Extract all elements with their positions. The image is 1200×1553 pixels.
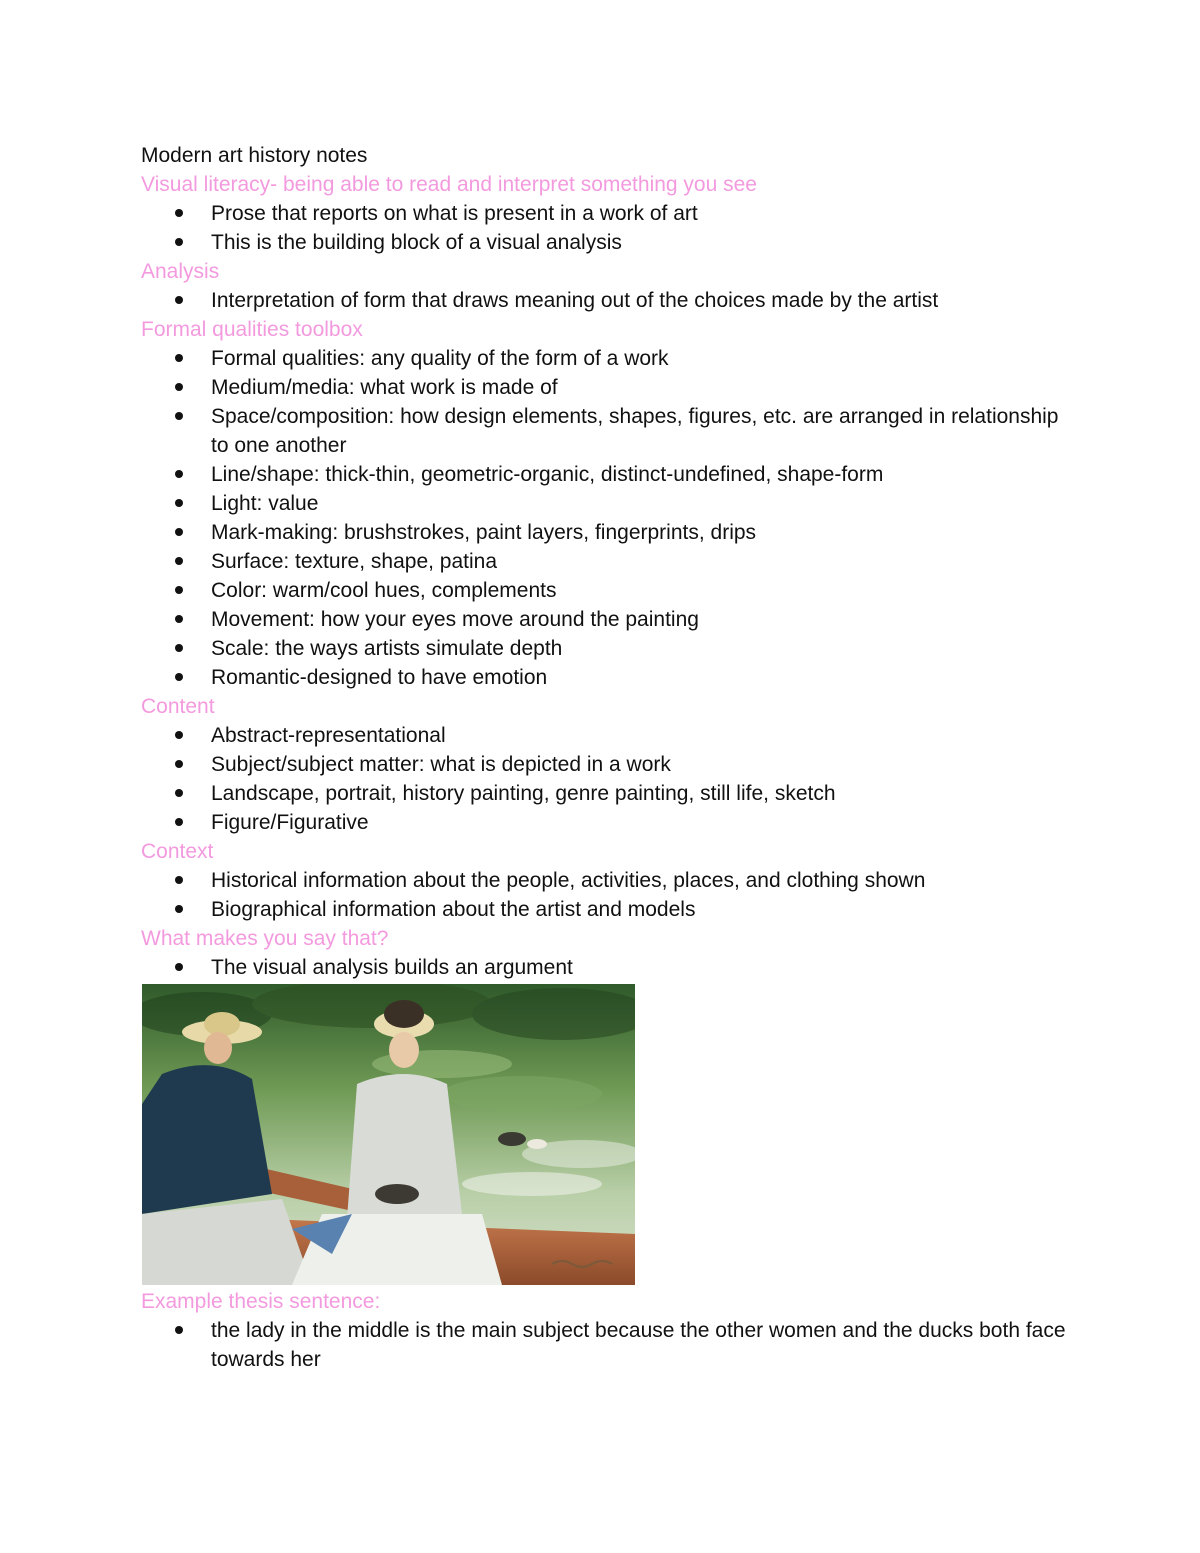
list-item: Formal qualities: any quality of the form of a work [141,344,1081,373]
bullet-icon [175,557,183,565]
bullet-icon [175,528,183,536]
bullet-icon [175,760,183,768]
section-heading-what-makes-you-say-that: What makes you say that? [141,927,389,950]
list-item: Space/composition: how design elements, shapes, figures, etc. are arranged in relationship to one another [141,402,1081,460]
bullet-icon [175,586,183,594]
section-heading-context: Context [141,840,214,863]
bullet-icon [175,470,183,478]
bullet-icon [175,412,183,420]
bullet-icon [175,673,183,681]
section-heading-formal-qualities: Formal qualities toolbox [141,318,363,341]
document-title: Modern art history notes [141,144,368,167]
bullet-icon [175,209,183,217]
list-item: Historical information about the people, activities, places, and clothing shown [141,866,1081,895]
list-item: Mark-making: brushstrokes, paint layers, fingerprints, drips [141,518,1081,547]
list-item: Romantic-designed to have emotion [141,663,1081,692]
section-heading-content: Content [141,695,215,718]
list-item: Figure/Figurative [141,808,1081,837]
bullet-icon [175,731,183,739]
bullet-icon [175,354,183,362]
bullet-list-analysis [141,286,1081,315]
bullet-icon [175,789,183,797]
bullet-icon [175,905,183,913]
painting-image [142,984,635,1285]
list-item: Line/shape: thick-thin, geometric-organic, distinct-undefined, shape-form [141,460,1081,489]
list-item: Light: value [141,489,1081,518]
list-item: This is the building block of a visual analysis [141,228,1081,257]
list-item: Medium/media: what work is made of [141,373,1081,402]
list-item: Movement: how your eyes move around the painting [141,605,1081,634]
list-item: the lady in the middle is the main subject because the other women and the ducks both face towards her [141,1316,1081,1374]
bullet-list-content [141,721,1081,837]
bullet-icon [175,963,183,971]
list-item: Prose that reports on what is present in a work of art [141,199,1081,228]
bullet-list-context [141,866,1081,924]
bullet-icon [175,876,183,884]
bullet-list-thesis [141,1316,1081,1374]
list-item: Scale: the ways artists simulate depth [141,634,1081,663]
list-item: Abstract-representational [141,721,1081,750]
bullet-icon [175,644,183,652]
section-heading-analysis: Analysis [141,260,220,283]
bullet-list-formal-qualities [141,344,1081,692]
bullet-list-visual-literacy [141,199,1081,257]
painting-illustration-icon [142,984,635,1285]
list-item: Interpretation of form that draws meaning out of the choices made by the artist [141,286,1081,315]
list-item: Surface: texture, shape, patina [141,547,1081,576]
section-heading-visual-literacy: Visual literacy- being able to read and interpret something you see [141,173,757,196]
list-item: The visual analysis builds an argument [141,953,1081,982]
list-item: Biographical information about the artist and models [141,895,1081,924]
list-item: Subject/subject matter: what is depicted in a work [141,750,1081,779]
bullet-icon [175,615,183,623]
document-page [141,141,1081,1374]
bullet-list-argument [141,953,1081,982]
bullet-icon [175,296,183,304]
bullet-icon [175,499,183,507]
bullet-icon [175,238,183,246]
section-heading-example-thesis: Example thesis sentence: [141,1290,381,1313]
list-item: Color: warm/cool hues, complements [141,576,1081,605]
bullet-icon [175,818,183,826]
list-item: Landscape, portrait, history painting, genre painting, still life, sketch [141,779,1081,808]
bullet-icon [175,1326,183,1334]
bullet-icon [175,383,183,391]
